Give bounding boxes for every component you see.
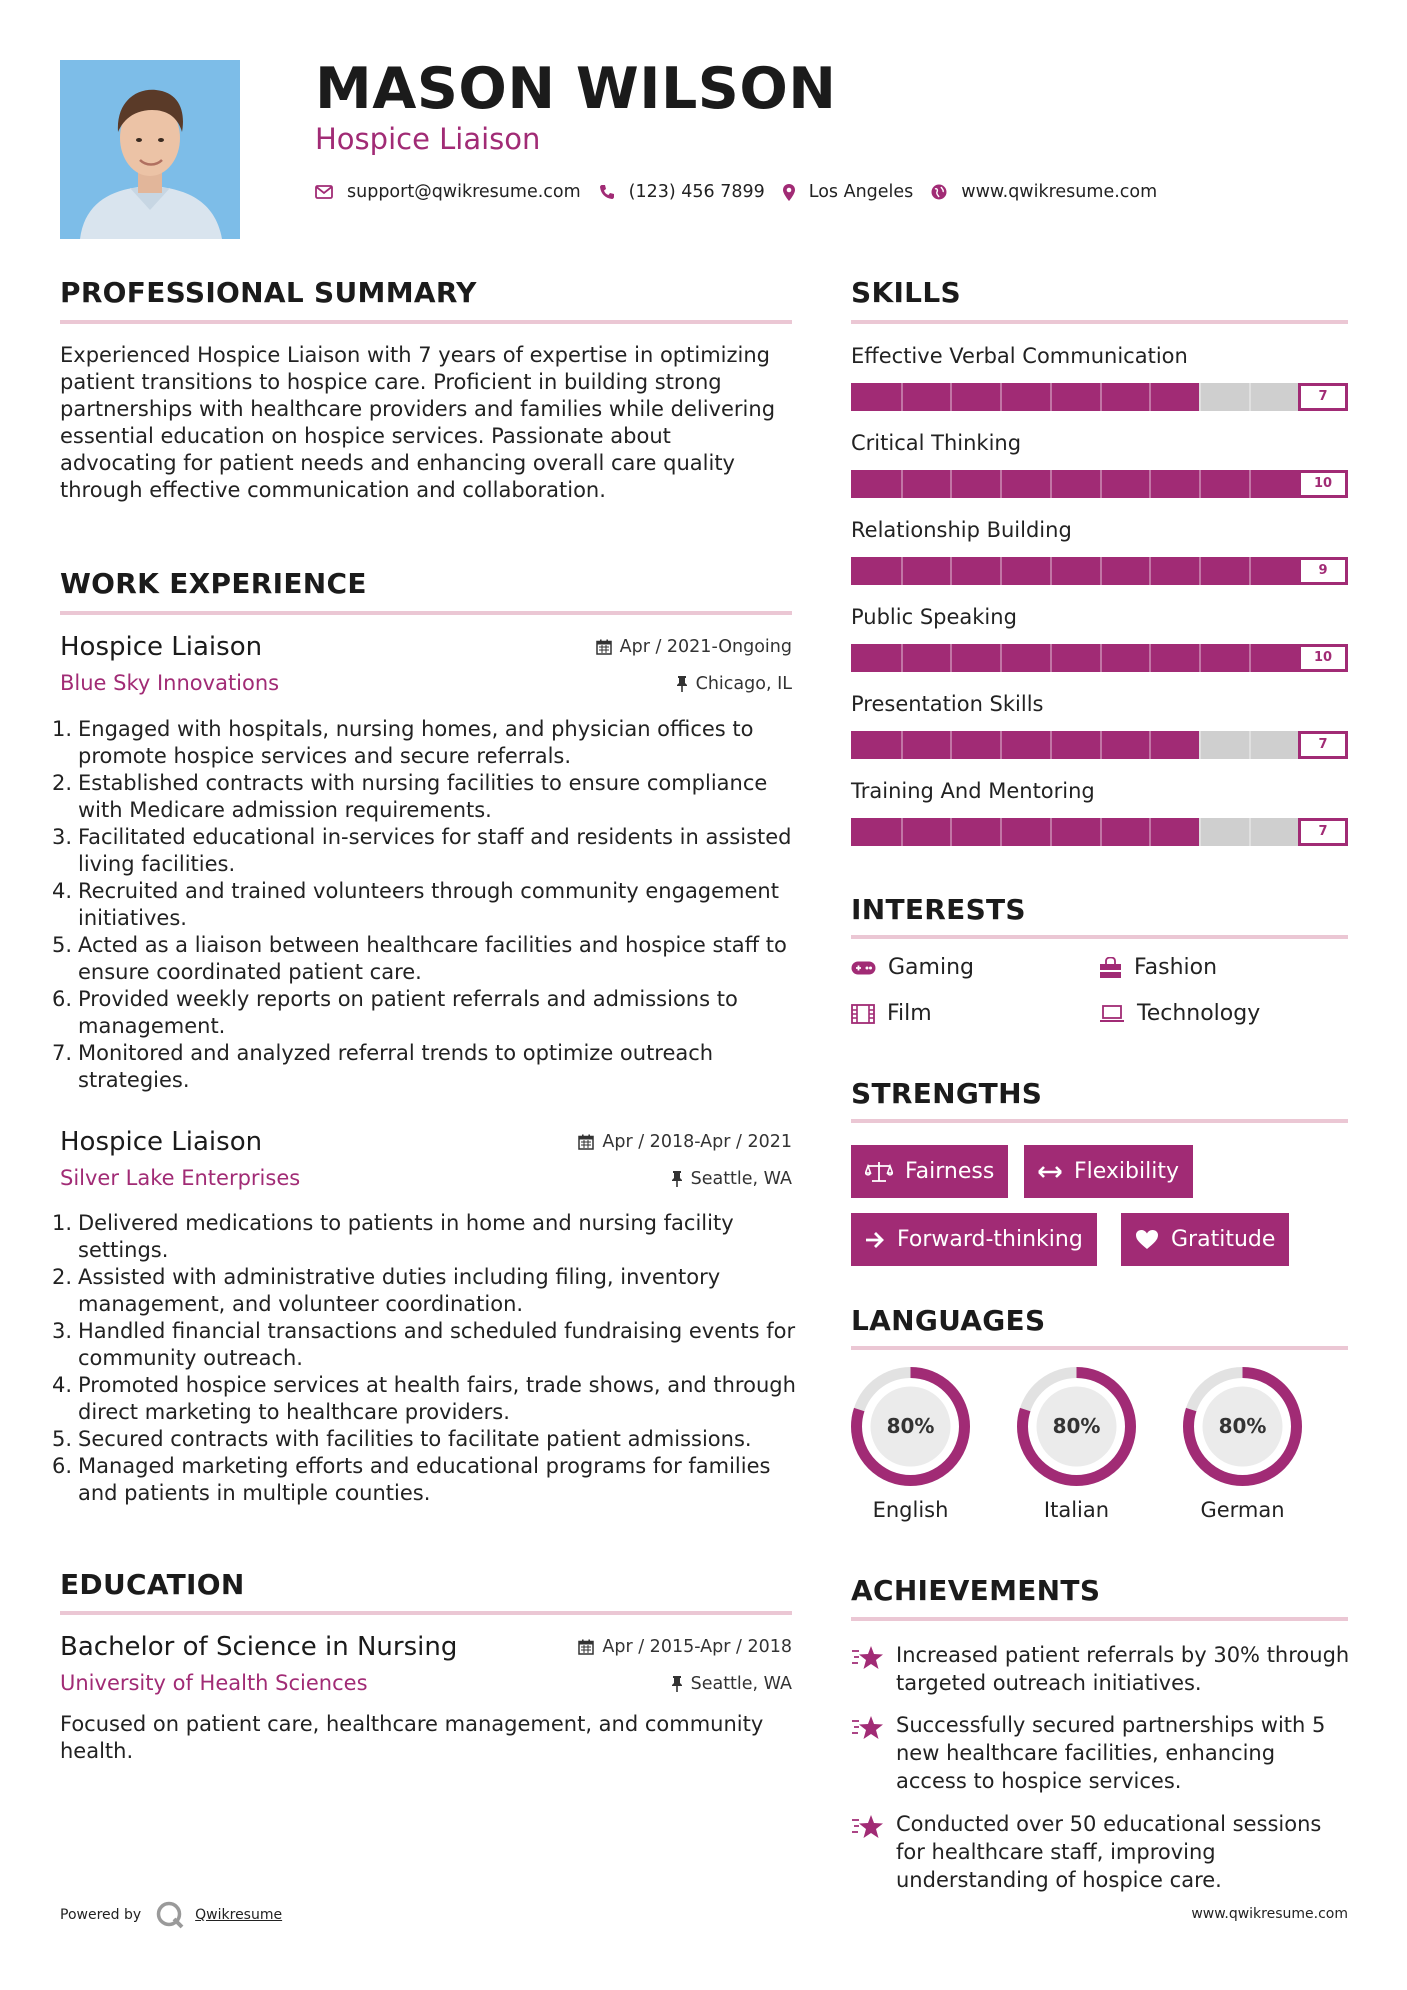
list-item: 5. Secured contracts with facilities to facilitate patient admissions. [52, 1427, 752, 1451]
arrow-right-icon [865, 1231, 885, 1249]
skill-segment-divider [950, 557, 952, 585]
balance-scale-icon [865, 1161, 893, 1183]
skill-segment-divider [950, 644, 952, 672]
skill-segment-divider [1149, 644, 1151, 672]
education-date: Apr / 2015-Apr / 2018 [578, 1637, 792, 1657]
skill-segment-divider [1000, 383, 1002, 411]
skill-segment-divider [1249, 818, 1251, 846]
calendar-icon [596, 639, 612, 655]
language-item [1014, 1364, 1139, 1534]
achievements-divider [851, 1617, 1348, 1621]
skill-bar [851, 383, 1348, 411]
summary-text: Experienced Hospice Liaison with 7 years of expertise in optimizing patient transitions to hospice care. Proficient in building strong partnerships with healthcare providers and families while delivering essential education on hospice services. Passionate about advocating for patient needs and enhancing overall care quality through effective communication and collaboration. [60, 343, 776, 502]
skill-score: 7 [1298, 383, 1348, 411]
location-text: Los Angeles [808, 182, 914, 202]
skill-fill [851, 383, 1199, 411]
skill-segment-divider [1249, 470, 1251, 498]
contact-bar [315, 178, 1175, 206]
job-2-responsibilities [52, 1210, 800, 1507]
skill-segment-divider [1249, 557, 1251, 585]
interest-item: Fashion [1099, 955, 1217, 980]
language-item [848, 1364, 973, 1534]
language-name: German [1200, 1498, 1285, 1522]
laptop-icon [1099, 1005, 1125, 1023]
language-item [1180, 1364, 1305, 1534]
footer-powered-by: Powered by Qwikresume [60, 1900, 282, 1930]
skill-segment-divider [1000, 557, 1002, 585]
pushpin-icon [671, 1171, 683, 1187]
language-name: English [872, 1498, 949, 1522]
skill-label: Public Speaking [851, 605, 1017, 629]
skill-bar [851, 731, 1348, 759]
interest-item: Film [851, 1001, 932, 1026]
contact-location [783, 182, 914, 202]
skill-segment-divider [1199, 557, 1201, 585]
skill-segment-divider [1100, 644, 1102, 672]
star-icon [851, 1645, 884, 1671]
job-company: Silver Lake Enterprises [60, 1166, 301, 1190]
skill-segment-divider [1249, 731, 1251, 759]
skill-segment-divider [1199, 731, 1201, 759]
language-percent: 80% [1218, 1414, 1267, 1438]
skill-score: 10 [1298, 470, 1348, 498]
skill-item [851, 602, 1348, 665]
skill-segment-divider [1050, 470, 1052, 498]
language-name: Italian [1043, 1498, 1110, 1522]
skill-segment-divider [901, 644, 903, 672]
list-item: 3. Handled financial transactions and scheduled fundraising events for community outreach. [52, 1319, 796, 1370]
gamepad-icon [851, 961, 876, 975]
skill-segment-divider [1050, 644, 1052, 672]
strength-tag: Forward-thinking [851, 1213, 1097, 1266]
skill-item [851, 428, 1348, 491]
skill-score: 7 [1298, 731, 1348, 759]
language-percent: 80% [886, 1414, 935, 1438]
skill-segment-divider [950, 383, 952, 411]
skill-fill [851, 557, 1298, 585]
phone-text: (123) 456 7899 [628, 182, 765, 202]
skill-segment-divider [1249, 383, 1251, 411]
skill-segment-divider [1050, 818, 1052, 846]
skill-segment-divider [1100, 557, 1102, 585]
work-divider [60, 611, 792, 615]
profile-photo [60, 60, 240, 239]
education-heading: EDUCATION [60, 1568, 245, 1601]
skill-segment-divider [1000, 644, 1002, 672]
job-company: Blue Sky Innovations [60, 671, 280, 695]
list-item: 7. Monitored and analyzed referral trends to optimize outreach strategies. [52, 1041, 714, 1092]
interests-heading: INTERESTS [851, 893, 1026, 926]
achievements-heading: ACHIEVEMENTS [851, 1574, 1101, 1607]
skill-segment-divider [1050, 383, 1052, 411]
skill-segment-divider [1100, 818, 1102, 846]
skill-label: Critical Thinking [851, 431, 1022, 455]
skill-segment-divider [901, 731, 903, 759]
skill-segment-divider [950, 818, 952, 846]
skill-segment-divider [901, 818, 903, 846]
calendar-icon [578, 1639, 594, 1655]
email-text: support@qwikresume.com [347, 182, 581, 202]
skill-segment-divider [1100, 731, 1102, 759]
interests-divider [851, 935, 1348, 939]
job-date: Apr / 2018-Apr / 2021 [578, 1132, 792, 1152]
footer-website[interactable]: www.qwikresume.com [1191, 1906, 1348, 1922]
star-icon [851, 1814, 884, 1840]
contact-website[interactable] [931, 182, 1157, 202]
work-heading: WORK EXPERIENCE [60, 567, 367, 600]
list-item: 5. Acted as a liaison between healthcare facilities and hospice staff to ensure coordinated patient care. [52, 933, 787, 984]
strength-tag: Fairness [851, 1145, 1008, 1198]
strength-tag: Gratitude [1121, 1213, 1289, 1266]
list-item: 6. Provided weekly reports on patient referrals and admissions to management. [52, 987, 738, 1038]
skill-segment-divider [1149, 383, 1151, 411]
skill-segment-divider [1149, 731, 1151, 759]
qwikresume-link[interactable]: Qwikresume [195, 1907, 283, 1923]
skill-score: 10 [1298, 644, 1348, 672]
skill-bar [851, 470, 1348, 498]
degree-title: Bachelor of Science in Nursing [60, 1632, 458, 1662]
heart-icon [1135, 1229, 1159, 1250]
strengths-divider [851, 1119, 1348, 1123]
job-title: Hospice Liaison [60, 1127, 263, 1157]
map-pin-icon [783, 184, 795, 201]
skill-segment-divider [1149, 470, 1151, 498]
skill-score: 7 [1298, 818, 1348, 846]
candidate-title: Hospice Liaison [315, 122, 541, 156]
list-item: 4. Promoted hospice services at health fairs, trade shows, and through direct marketing to healthcare providers. [52, 1373, 796, 1424]
interest-item: Technology [1099, 1001, 1260, 1026]
list-item: 1. Delivered medications to patients in home and nursing facility settings. [52, 1211, 734, 1262]
skill-fill [851, 731, 1199, 759]
contact-phone[interactable] [599, 182, 765, 202]
skill-bar [851, 818, 1348, 846]
strength-tag: Flexibility [1024, 1145, 1193, 1198]
skill-item [851, 341, 1348, 404]
skill-segment-divider [1050, 731, 1052, 759]
skill-segment-divider [901, 470, 903, 498]
film-icon [851, 1004, 875, 1024]
skill-score: 9 [1298, 557, 1348, 585]
skill-segment-divider [1000, 731, 1002, 759]
education-divider [60, 1611, 792, 1615]
education-location: Seattle, WA [671, 1674, 792, 1694]
contact-email[interactable] [315, 182, 581, 202]
skill-segment-divider [1199, 470, 1201, 498]
candidate-name: MASON WILSON [315, 56, 837, 122]
skill-segment-divider [1149, 818, 1151, 846]
pushpin-icon [676, 676, 688, 692]
achievement-item: Successfully secured partnerships with 5 new healthcare facilities, enhancing access to hospice services. [851, 1711, 1351, 1795]
education-description: Focused on patient care, healthcare management, and community health. [60, 1712, 764, 1763]
job-location: Seattle, WA [671, 1169, 792, 1189]
globe-icon [931, 184, 947, 200]
website-text: www.qwikresume.com [961, 182, 1158, 202]
star-icon [851, 1715, 884, 1741]
calendar-icon [578, 1134, 594, 1150]
skill-bar [851, 644, 1348, 672]
skill-segment-divider [1050, 557, 1052, 585]
language-percent: 80% [1052, 1414, 1101, 1438]
skill-item [851, 689, 1348, 752]
list-item: 6. Managed marketing efforts and educational programs for families and patients in multiple counties. [52, 1454, 771, 1505]
languages-divider [851, 1346, 1348, 1350]
skill-segment-divider [950, 731, 952, 759]
skill-segment-divider [1199, 644, 1201, 672]
skill-label: Relationship Building [851, 518, 1072, 542]
list-item: 4. Recruited and trained volunteers through community engagement initiatives. [52, 879, 779, 930]
list-item: 1. Engaged with hospitals, nursing homes, and physician offices to promote hospice services and secure referrals. [52, 717, 754, 768]
skill-label: Training And Mentoring [851, 779, 1095, 803]
skills-heading: SKILLS [851, 276, 961, 309]
job-title: Hospice Liaison [60, 632, 263, 662]
school-name: University of Health Sciences [60, 1671, 368, 1695]
skill-segment-divider [901, 557, 903, 585]
achievement-item: Conducted over 50 educational sessions for healthcare staff, improving understanding of hospice care. [851, 1810, 1351, 1894]
strengths-heading: STRENGTHS [851, 1077, 1043, 1110]
skill-segment-divider [1149, 557, 1151, 585]
skill-segment-divider [1100, 470, 1102, 498]
list-item: 2. Established contracts with nursing facilities to ensure compliance with Medicare admission requirements. [52, 771, 768, 822]
skill-segment-divider [1199, 383, 1201, 411]
phone-icon [599, 184, 615, 200]
summary-heading: PROFESSIONAL SUMMARY [60, 276, 477, 309]
skills-divider [851, 320, 1348, 324]
skill-segment-divider [1000, 818, 1002, 846]
skill-segment-divider [1249, 644, 1251, 672]
arrows-horizontal-icon [1038, 1165, 1062, 1179]
envelope-icon [315, 185, 333, 199]
skill-label: Presentation Skills [851, 692, 1044, 716]
skill-label: Effective Verbal Communication [851, 344, 1188, 368]
skill-fill [851, 818, 1199, 846]
skill-item [851, 776, 1348, 839]
achievement-item: Increased patient referrals by 30% through targeted outreach initiatives. [851, 1641, 1351, 1697]
pushpin-icon [671, 1676, 683, 1692]
summary-divider [60, 320, 792, 324]
skill-segment-divider [901, 383, 903, 411]
job-1-responsibilities [52, 716, 800, 1094]
list-item: 2. Assisted with administrative duties including filing, inventory management, and volunteer coordination. [52, 1265, 721, 1316]
qwikresume-logo-icon [155, 1900, 185, 1930]
languages-heading: LANGUAGES [851, 1304, 1046, 1337]
list-item: 3. Facilitated educational in-services for staff and residents in assisted living facilities. [52, 825, 792, 876]
skill-segment-divider [1100, 383, 1102, 411]
skill-item [851, 515, 1348, 578]
shopping-bag-icon [1099, 957, 1122, 979]
skill-segment-divider [950, 470, 952, 498]
job-date: Apr / 2021-Ongoing [596, 637, 792, 657]
skill-segment-divider [1199, 818, 1201, 846]
job-location: Chicago, IL [676, 674, 792, 694]
interest-item: Gaming [851, 955, 974, 980]
skill-segment-divider [1000, 470, 1002, 498]
skill-bar [851, 557, 1348, 585]
